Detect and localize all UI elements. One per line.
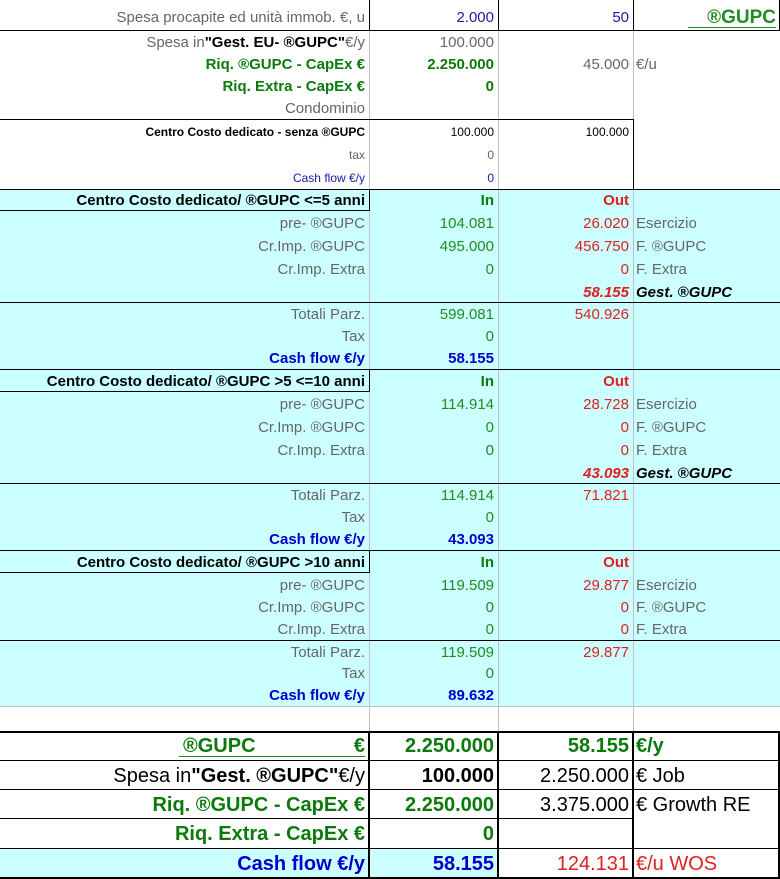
period-2-totali-out[interactable]: 71.821	[583, 486, 629, 504]
period-2-row-2-in[interactable]: 0	[485, 418, 494, 436]
period-1-row-1-label: pre- ®GUPC	[279, 214, 365, 232]
period-1-row-2-note: F. ®GUPC	[636, 237, 707, 255]
period-1-gest-label: Gest. ®GUPC	[636, 283, 733, 301]
summary-riq-gupc-label: Riq. ®GUPC - CapEx €	[152, 793, 365, 816]
summary-cash-value[interactable]: 58.155	[432, 852, 494, 875]
dedicated-value-1[interactable]: 100.000	[450, 125, 494, 139]
period-3-row-3-in[interactable]: 0	[485, 620, 494, 638]
period-1-totali-label: Totali Parz.	[290, 305, 365, 323]
summary-euro-sign: €	[353, 735, 365, 757]
period-3-row-3-label: Cr.Imp. Extra	[277, 620, 365, 638]
dedicated-cash-label: Cash flow €/y	[292, 171, 365, 185]
period-1-row-3-out[interactable]: 0	[620, 260, 629, 278]
period-3-tax-label: Tax	[341, 664, 365, 682]
period-1-cash-value[interactable]: 58.155	[448, 349, 494, 367]
summary-gest-value[interactable]: 58.155	[567, 735, 629, 757]
summary-brand: ®GUPC	[183, 735, 256, 757]
period-3-row-3-note: F. Extra	[636, 620, 687, 638]
period-2-row-3-note: F. Extra	[636, 441, 687, 459]
summary-job-value[interactable]: 2.250.000	[540, 764, 629, 787]
period-2-in-header: In	[480, 372, 494, 390]
period-2-row-3-out[interactable]: 0	[620, 441, 629, 459]
summary-growth-unit: € Growth RE	[636, 793, 751, 816]
period-2-tax-label: Tax	[341, 508, 365, 526]
dedicated-tax-label: tax	[348, 148, 365, 162]
period-3-cash-label: Cash flow €/y	[269, 686, 365, 704]
riq-extra-label: Riq. Extra - CapEx €	[222, 77, 365, 95]
period-3-tax-value[interactable]: 0	[485, 664, 494, 682]
period-3-row-2-note: F. ®GUPC	[636, 598, 707, 616]
period-1-row-3-note: F. Extra	[636, 260, 687, 278]
condominio-label: Condominio	[284, 99, 365, 117]
period-1-out-header: Out	[603, 191, 629, 209]
period-2-row-1-out[interactable]: 28.728	[583, 395, 629, 413]
period-1-row-1-out[interactable]: 26.020	[583, 214, 629, 232]
period-3-row-1-out[interactable]: 29.877	[583, 576, 629, 594]
period-1-row-1-in[interactable]: 104.081	[439, 214, 494, 232]
period-2-row-3-in[interactable]: 0	[485, 441, 494, 459]
period-2-row-2-note: F. ®GUPC	[636, 418, 707, 436]
riq-per-unit-unit: €/u	[636, 55, 657, 73]
period-2-row-3-label: Cr.Imp. Extra	[277, 441, 365, 459]
summary-riq-extra-label: Riq. Extra - CapEx €	[174, 822, 365, 845]
summary-riq-extra-value[interactable]: 0	[482, 822, 494, 845]
period-1-row-2-in[interactable]: 495.000	[439, 237, 494, 255]
summary-cash-label: Cash flow €/y	[237, 852, 365, 875]
period-1-totali-in[interactable]: 599.081	[439, 305, 494, 323]
summary-gest-unit: €/y	[636, 735, 664, 757]
period-2-row-2-out[interactable]: 0	[620, 418, 629, 436]
summary-growth-value[interactable]: 3.375.000	[540, 793, 629, 816]
riq-gupc-label: Riq. ®GUPC - CapEx €	[205, 55, 365, 73]
period-3-title: Centro Costo dedicato/ ®GUPC >10 anni	[76, 553, 365, 571]
period-1-row-3-label: Cr.Imp. Extra	[277, 260, 365, 278]
period-3-totali-label: Totali Parz.	[290, 643, 365, 661]
period-1-in-header: In	[480, 191, 494, 209]
summary-wos-unit: €/u WOS	[636, 852, 718, 875]
period-2-cash-value[interactable]: 43.093	[448, 530, 494, 548]
period-2-gest-value[interactable]: 43.093	[583, 464, 629, 482]
dedicated-value-2[interactable]: 100.000	[585, 125, 629, 139]
period-2-totali-label: Totali Parz.	[290, 486, 365, 504]
period-3-totali-in[interactable]: 119.509	[440, 643, 494, 661]
units-value[interactable]: 50	[612, 8, 629, 26]
period-1-totali-out[interactable]: 540.926	[574, 305, 629, 323]
period-2-gest-label: Gest. ®GUPC	[636, 464, 733, 482]
period-3-row-3-out[interactable]: 0	[620, 620, 629, 638]
period-2-tax-value[interactable]: 0	[485, 508, 494, 526]
dedicated-label: Centro Costo dedicato - senza ®GUPC	[145, 125, 365, 139]
riq-gupc-value[interactable]: 2.250.000	[427, 55, 494, 73]
period-1-tax-value[interactable]: 0	[485, 327, 494, 345]
riq-extra-value[interactable]: 0	[485, 77, 494, 95]
gest-eu-value[interactable]: 100.000	[439, 33, 494, 51]
period-3-cash-value[interactable]: 89.632	[448, 686, 494, 704]
period-1-title: Centro Costo dedicato/ ®GUPC <=5 anni	[76, 191, 365, 209]
period-2-out-header: Out	[603, 372, 629, 390]
summary-job-unit: € Job	[636, 764, 685, 787]
period-3-row-2-out[interactable]: 0	[620, 598, 629, 616]
period-3-row-1-note: Esercizio	[636, 576, 697, 594]
period-3-in-header: In	[480, 553, 494, 571]
period-1-cash-label: Cash flow €/y	[269, 349, 365, 367]
summary-spesa-label: Spesa in "Gest. ®GUPC" €/y	[113, 764, 365, 787]
period-2-row-1-in[interactable]: 114.914	[440, 395, 494, 413]
riq-per-unit-value[interactable]: 45.000	[583, 55, 629, 73]
summary-spesa-value[interactable]: 100.000	[421, 764, 494, 787]
period-3-row-2-in[interactable]: 0	[485, 598, 494, 616]
period-2-cash-label: Cash flow €/y	[269, 530, 365, 548]
period-3-totali-out[interactable]: 29.877	[583, 643, 629, 661]
period-1-row-3-in[interactable]: 0	[485, 260, 494, 278]
period-2-row-2-label: Cr.Imp. ®GUPC	[258, 418, 365, 436]
summary-wos-value[interactable]: 124.131	[556, 852, 629, 875]
period-3-row-1-label: pre- ®GUPC	[279, 576, 365, 594]
period-1-row-2-out[interactable]: 456.750	[574, 237, 629, 255]
period-1-row-1-note: Esercizio	[636, 214, 697, 232]
period-2-row-1-note: Esercizio	[636, 395, 697, 413]
period-1-gest-value[interactable]: 58.155	[583, 283, 629, 301]
period-1-row-2-label: Cr.Imp. ®GUPC	[258, 237, 365, 255]
period-1-tax-label: Tax	[341, 327, 365, 345]
summary-riq-gupc-value[interactable]: 2.250.000	[405, 793, 494, 816]
period-2-title: Centro Costo dedicato/ ®GUPC >5 <=10 anni	[46, 372, 365, 390]
brand-label: ®GUPC	[707, 6, 776, 28]
period-3-out-header: Out	[603, 553, 629, 571]
period-2-row-1-label: pre- ®GUPC	[279, 395, 365, 413]
period-3-row-1-in[interactable]: 119.509	[440, 576, 494, 594]
dedicated-tax-value[interactable]: 0	[487, 148, 494, 162]
per-capita-value[interactable]: 2.000	[456, 8, 494, 26]
dedicated-cash-value[interactable]: 0	[487, 171, 494, 185]
period-2-totali-in[interactable]: 114.914	[440, 486, 494, 504]
gest-eu-label: Spesa in "Gest. EU- ®GUPC" €/y	[146, 33, 365, 51]
per-capita-label: Spesa procapite ed unità immob. €, u	[116, 8, 365, 26]
summary-capex-total[interactable]: 2.250.000	[405, 735, 494, 757]
period-3-row-2-label: Cr.Imp. ®GUPC	[258, 598, 365, 616]
